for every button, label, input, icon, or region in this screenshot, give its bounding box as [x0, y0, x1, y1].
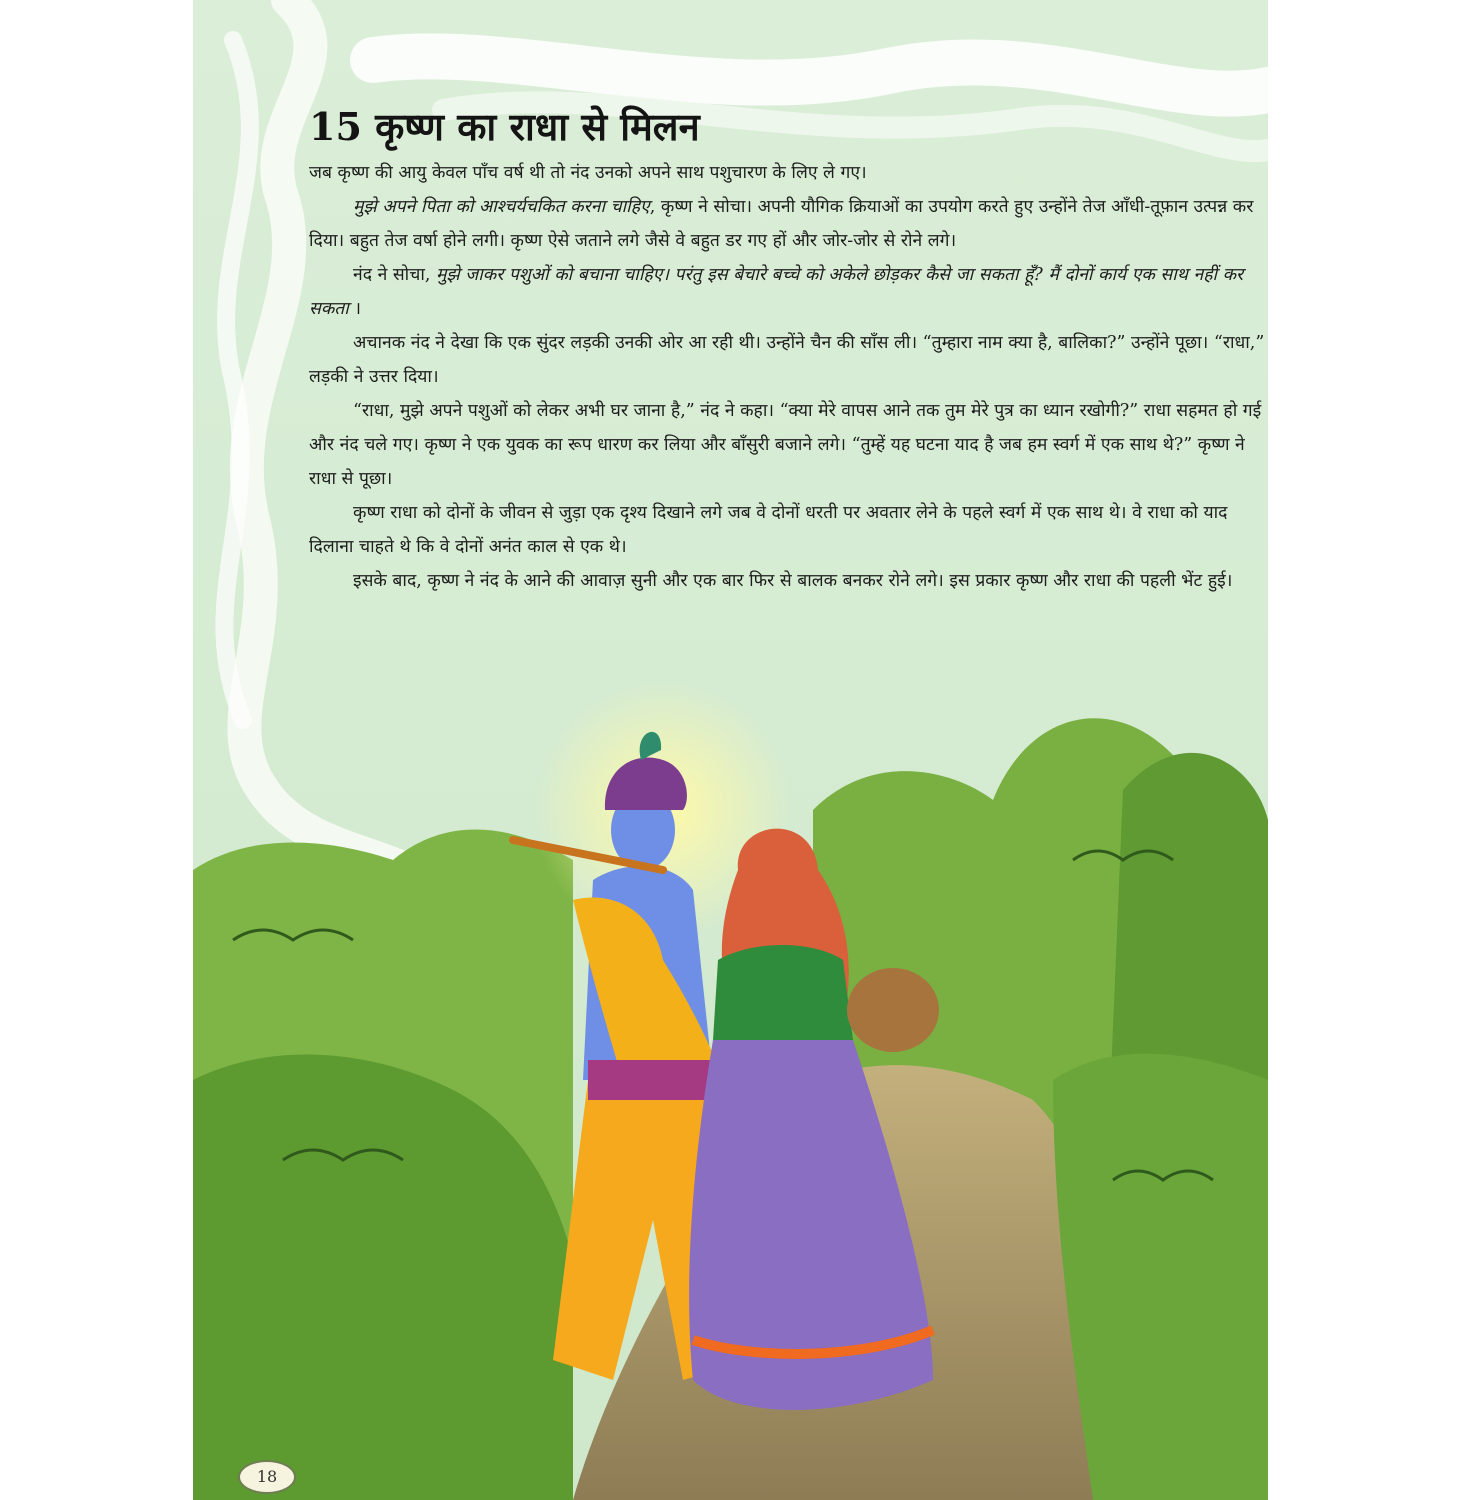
paragraph-text: नंद ने सोचा,: [353, 265, 436, 285]
krishna-radha-illustration: [193, 660, 1268, 1500]
paragraph: [309, 564, 1268, 598]
paragraph: [309, 496, 1268, 564]
paragraph: [309, 394, 1268, 496]
paragraph: [309, 190, 1268, 258]
paragraph-text: “राधा, मुझे अपने पशुओं को लेकर अभी घर जाना है,” नंद ने कहा। “क्या मेरे वापस आने तक तुम मेरे पुत्र का ध्यान रखोगी?” राधा सहमत हो गई और नंद चले गए। कृष्ण ने एक युवक का रूप धारण कर लिया और बाँसुरी बजाने लगे। “तुम्हें यह घटना याद है जब हम स्वर्ग में एक साथ थे?” कृष्ण ने राधा से पूछा।: [309, 401, 1262, 489]
paragraph: [309, 326, 1268, 394]
paragraph-text: ।: [348, 299, 361, 319]
paragraph-text: जब कृष्ण की आयु केवल पाँच वर्ष थी तो नंद उनको अपने साथ पशुचारण के लिए ले गए।: [309, 163, 867, 183]
paragraph-text: कृष्ण राधा को दोनों के जीवन से जुड़ा एक दृश्य दिखाने लगे जब वे दोनों धरती पर अवतार लेने के पहले स्वर्ग में एक साथ थे। वे राधा को याद दिलाना चाहते थे कि वे दोनों अनंत काल से एक थे।: [309, 503, 1228, 557]
book-page: [193, 0, 1268, 1500]
chapter-heading: 15 कृष्ण का राधा से मिलन: [309, 104, 700, 149]
italic-thought: मुझे अपने पिता को आश्चर्यचकित करना चाहिए: [353, 197, 650, 217]
paragraph: [309, 156, 1268, 190]
paragraph: [309, 258, 1268, 326]
paragraph-text: इसके बाद, कृष्ण ने नंद के आने की आवाज़ सुनी और एक बार फिर से बालक बनकर रोने लगे। इस प्रकार कृष्ण और राधा की पहली भेंट हुई।: [353, 571, 1233, 591]
paragraph-text: अचानक नंद ने देखा कि एक सुंदर लड़की उनकी ओर आ रही थी। उन्होंने चैन की साँस ली। “तुम्हारा नाम क्या है, बालिका?” उन्होंने पूछा। “राधा,” लड़की ने उत्तर दिया।: [309, 333, 1265, 387]
page-number-badge: 18: [238, 1460, 296, 1494]
story-text: [309, 156, 1268, 598]
paragraph-text: , कृष्ण ने सोचा। अपनी यौगिक क्रियाओं का उपयोग करते हुए उन्होंने तेज आँधी-तूफ़ान उत्पन्न कर दिया। बहुत तेज वर्षा होने लगी। कृष्ण ऐसे जताने लगे जैसे वे बहुत डर गए हों और जोर-जोर से रोने लगे।: [309, 197, 1254, 251]
italic-thought: मुझे जाकर पशुओं को बचाना चाहिए। परंतु इस बेचारे बच्चे को अकेले छोड़कर कैसे जा सकता हूँ? मैं दोनों कार्य एक साथ नहीं कर सकता: [309, 265, 1244, 319]
